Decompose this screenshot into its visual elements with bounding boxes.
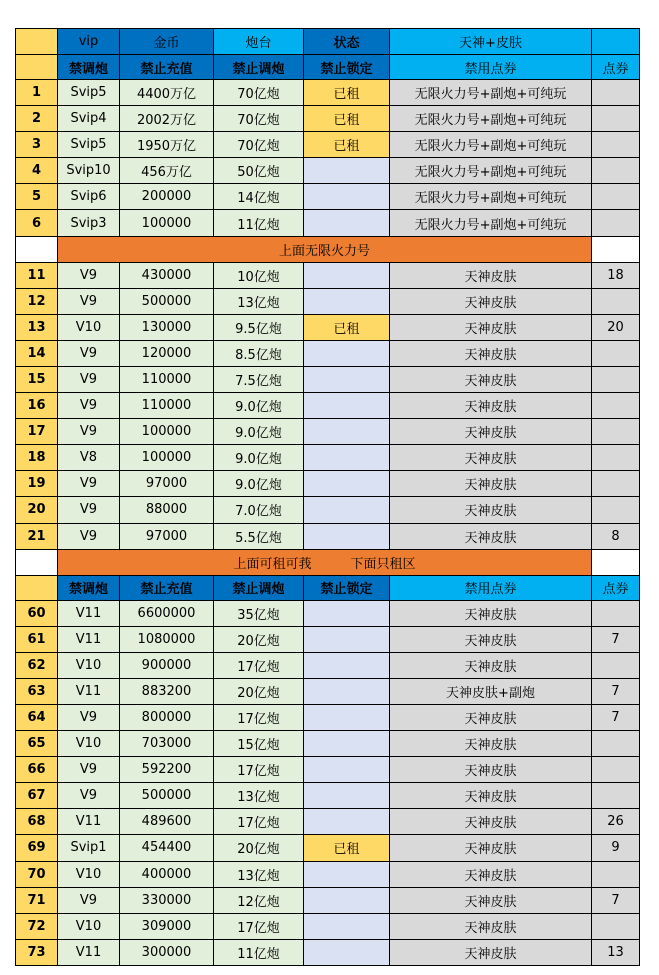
points-cell — [592, 393, 640, 419]
cannon-cell: 7.0亿炮 — [214, 497, 304, 523]
band-label: 上面无限火力号 — [58, 236, 592, 262]
status-cell: 已租 — [304, 835, 390, 861]
header-skin: 天神+皮肤 — [390, 29, 592, 55]
points-cell — [592, 783, 640, 809]
points-cell — [592, 288, 640, 314]
row-index: 69 — [16, 835, 58, 861]
header2-corner — [16, 55, 58, 80]
skin-cell: 天神皮肤 — [390, 861, 592, 887]
header2-cannon: 禁止调炮 — [214, 55, 304, 80]
table-row — [16, 445, 640, 471]
vip-cell: V9 — [58, 523, 120, 549]
row-index: 11 — [16, 262, 58, 288]
cannon-cell: 9.0亿炮 — [214, 419, 304, 445]
vip-cell: V11 — [58, 678, 120, 704]
table-row — [16, 757, 640, 783]
row-index: 73 — [16, 939, 58, 965]
row-index: 13 — [16, 314, 58, 340]
points-cell — [592, 80, 640, 106]
status-cell: 已租 — [304, 314, 390, 340]
gold-cell: 309000 — [120, 913, 214, 939]
header2-skin: 禁用点券 — [390, 55, 592, 80]
vip-cell: V8 — [58, 445, 120, 471]
points-cell: 7 — [592, 887, 640, 913]
cannon-cell: 70亿炮 — [214, 132, 304, 158]
points-cell: 26 — [592, 809, 640, 835]
status-cell — [304, 600, 390, 626]
vip-cell: V9 — [58, 393, 120, 419]
cannon-cell: 15亿炮 — [214, 731, 304, 757]
cannon-cell: 9.5亿炮 — [214, 314, 304, 340]
skin-cell: 天神皮肤 — [390, 393, 592, 419]
cannon-cell: 7.5亿炮 — [214, 366, 304, 392]
cannon-cell: 20亿炮 — [214, 835, 304, 861]
gold-cell: 130000 — [120, 314, 214, 340]
vip-cell: V11 — [58, 626, 120, 652]
table-row — [16, 497, 640, 523]
header-gold: 金币 — [120, 29, 214, 55]
vip-cell: V9 — [58, 757, 120, 783]
header-row-1 — [16, 29, 640, 55]
table-row — [16, 132, 640, 158]
table-row — [16, 731, 640, 757]
header2-vip: 禁调炮 — [58, 55, 120, 80]
table-row — [16, 939, 640, 965]
status-cell — [304, 523, 390, 549]
table-row — [16, 678, 640, 704]
status-cell — [304, 731, 390, 757]
cannon-cell: 17亿炮 — [214, 652, 304, 678]
row-index: 64 — [16, 704, 58, 730]
row-index: 16 — [16, 393, 58, 419]
status-cell — [304, 471, 390, 497]
points-cell — [592, 471, 640, 497]
points-cell: 7 — [592, 704, 640, 730]
gold-cell: 110000 — [120, 366, 214, 392]
gold-cell: 454400 — [120, 835, 214, 861]
cannon-cell: 13亿炮 — [214, 288, 304, 314]
vip-cell: Svip1 — [58, 835, 120, 861]
row-index: 2 — [16, 106, 58, 132]
row-index: 62 — [16, 652, 58, 678]
cannon-cell: 9.0亿炮 — [214, 471, 304, 497]
gold-cell: 592200 — [120, 757, 214, 783]
table-row — [16, 704, 640, 730]
cannon-cell: 11亿炮 — [214, 939, 304, 965]
vip-cell: V9 — [58, 262, 120, 288]
skin-cell: 天神皮肤 — [390, 809, 592, 835]
row-index: 63 — [16, 678, 58, 704]
cannon-cell: 10亿炮 — [214, 262, 304, 288]
points-cell — [592, 158, 640, 184]
band-blank-right — [592, 236, 640, 262]
skin-cell: 天神皮肤 — [390, 471, 592, 497]
vip-cell: Svip10 — [58, 158, 120, 184]
table-row — [16, 314, 640, 340]
status-cell — [304, 626, 390, 652]
mid-header-status: 禁止锁定 — [304, 575, 390, 600]
table-row — [16, 419, 640, 445]
gold-cell: 6600000 — [120, 600, 214, 626]
table-row — [16, 158, 640, 184]
skin-cell: 天神皮肤 — [390, 704, 592, 730]
cannon-cell: 20亿炮 — [214, 626, 304, 652]
points-cell — [592, 419, 640, 445]
row-index: 6 — [16, 210, 58, 236]
row-index: 65 — [16, 731, 58, 757]
gold-cell: 500000 — [120, 783, 214, 809]
skin-cell: 无限火力号+副炮+可纯玩 — [390, 184, 592, 210]
skin-cell: 无限火力号+副炮+可纯玩 — [390, 106, 592, 132]
points-cell — [592, 445, 640, 471]
gold-cell: 900000 — [120, 652, 214, 678]
gold-cell: 97000 — [120, 471, 214, 497]
header-row-mid — [16, 575, 640, 600]
band-blank-right — [592, 549, 640, 575]
mid-header-points: 点券 — [592, 575, 640, 600]
status-cell: 已租 — [304, 132, 390, 158]
cannon-cell: 20亿炮 — [214, 678, 304, 704]
cannon-cell: 70亿炮 — [214, 80, 304, 106]
skin-cell: 天神皮肤 — [390, 731, 592, 757]
cannon-cell: 13亿炮 — [214, 861, 304, 887]
cannon-cell: 9.0亿炮 — [214, 393, 304, 419]
vip-cell: V10 — [58, 913, 120, 939]
header-points-blank — [592, 29, 640, 55]
vip-cell: V10 — [58, 652, 120, 678]
table-row — [16, 106, 640, 132]
header-vip: vip — [58, 29, 120, 55]
table-row — [16, 471, 640, 497]
header2-status: 禁止锁定 — [304, 55, 390, 80]
gold-cell: 300000 — [120, 939, 214, 965]
points-cell — [592, 366, 640, 392]
vip-cell: V11 — [58, 809, 120, 835]
row-index: 21 — [16, 523, 58, 549]
row-index: 72 — [16, 913, 58, 939]
skin-cell: 天神皮肤 — [390, 913, 592, 939]
table-row — [16, 210, 640, 236]
gold-cell: 883200 — [120, 678, 214, 704]
vip-cell: V9 — [58, 887, 120, 913]
band-blank-left — [16, 236, 58, 262]
gold-cell: 97000 — [120, 523, 214, 549]
points-cell — [592, 652, 640, 678]
cannon-cell: 17亿炮 — [214, 757, 304, 783]
status-cell — [304, 184, 390, 210]
points-cell — [592, 913, 640, 939]
vip-cell: V9 — [58, 340, 120, 366]
vip-cell: V9 — [58, 419, 120, 445]
table-row — [16, 835, 640, 861]
vip-cell: V9 — [58, 288, 120, 314]
points-cell — [592, 600, 640, 626]
status-cell: 已租 — [304, 80, 390, 106]
skin-cell: 天神皮肤 — [390, 340, 592, 366]
skin-cell: 无限火力号+副炮+可纯玩 — [390, 80, 592, 106]
gold-cell: 100000 — [120, 445, 214, 471]
mid-header-corner — [16, 575, 58, 600]
row-index: 5 — [16, 184, 58, 210]
gold-cell: 2002万亿 — [120, 106, 214, 132]
vip-cell: V10 — [58, 731, 120, 757]
status-cell — [304, 861, 390, 887]
row-index: 12 — [16, 288, 58, 314]
gold-cell: 430000 — [120, 262, 214, 288]
skin-cell: 天神皮肤 — [390, 626, 592, 652]
table-row — [16, 262, 640, 288]
cannon-cell: 11亿炮 — [214, 210, 304, 236]
band-rent-sell — [16, 549, 640, 575]
mid-header-gold: 禁止充值 — [120, 575, 214, 600]
points-cell — [592, 106, 640, 132]
table-row — [16, 184, 640, 210]
vip-cell: Svip5 — [58, 132, 120, 158]
vip-cell: V9 — [58, 783, 120, 809]
gold-cell: 800000 — [120, 704, 214, 730]
band-blank-left — [16, 549, 58, 575]
skin-cell: 天神皮肤 — [390, 939, 592, 965]
row-index: 61 — [16, 626, 58, 652]
row-index: 68 — [16, 809, 58, 835]
status-cell — [304, 678, 390, 704]
points-cell — [592, 184, 640, 210]
vip-cell: V10 — [58, 861, 120, 887]
status-cell — [304, 158, 390, 184]
points-cell — [592, 340, 640, 366]
gold-cell: 100000 — [120, 419, 214, 445]
points-cell: 20 — [592, 314, 640, 340]
vip-cell: V9 — [58, 497, 120, 523]
status-cell — [304, 704, 390, 730]
header2-points: 点券 — [592, 55, 640, 80]
table-row — [16, 523, 640, 549]
points-cell: 9 — [592, 835, 640, 861]
row-index: 4 — [16, 158, 58, 184]
gold-cell: 88000 — [120, 497, 214, 523]
cannon-cell: 17亿炮 — [214, 809, 304, 835]
table-row — [16, 809, 640, 835]
cannon-cell: 70亿炮 — [214, 106, 304, 132]
gold-cell: 120000 — [120, 340, 214, 366]
cannon-cell: 17亿炮 — [214, 704, 304, 730]
points-cell — [592, 731, 640, 757]
gold-cell: 489600 — [120, 809, 214, 835]
skin-cell: 无限火力号+副炮+可纯玩 — [390, 210, 592, 236]
points-cell — [592, 497, 640, 523]
skin-cell: 天神皮肤 — [390, 835, 592, 861]
cannon-cell: 14亿炮 — [214, 184, 304, 210]
skin-cell: 天神皮肤 — [390, 445, 592, 471]
gold-cell: 400000 — [120, 861, 214, 887]
gold-cell: 703000 — [120, 731, 214, 757]
skin-cell: 无限火力号+副炮+可纯玩 — [390, 132, 592, 158]
cannon-cell: 9.0亿炮 — [214, 445, 304, 471]
cannon-cell: 8.5亿炮 — [214, 340, 304, 366]
skin-cell: 天神皮肤 — [390, 887, 592, 913]
vip-cell: V9 — [58, 704, 120, 730]
gold-cell: 456万亿 — [120, 158, 214, 184]
status-cell — [304, 497, 390, 523]
skin-cell: 天神皮肤+副炮 — [390, 678, 592, 704]
row-index: 14 — [16, 340, 58, 366]
points-cell: 7 — [592, 626, 640, 652]
header-corner — [16, 29, 58, 55]
gold-cell: 1950万亿 — [120, 132, 214, 158]
vip-cell: Svip3 — [58, 210, 120, 236]
row-index: 19 — [16, 471, 58, 497]
vip-cell: Svip5 — [58, 80, 120, 106]
table-row — [16, 366, 640, 392]
table-row — [16, 288, 640, 314]
row-index: 66 — [16, 757, 58, 783]
table-row — [16, 913, 640, 939]
status-cell — [304, 445, 390, 471]
row-index: 18 — [16, 445, 58, 471]
status-cell: 已租 — [304, 106, 390, 132]
status-cell — [304, 913, 390, 939]
skin-cell: 天神皮肤 — [390, 783, 592, 809]
gold-cell: 500000 — [120, 288, 214, 314]
skin-cell: 天神皮肤 — [390, 288, 592, 314]
status-cell — [304, 340, 390, 366]
points-cell — [592, 132, 640, 158]
points-cell — [592, 757, 640, 783]
header2-gold: 禁止充值 — [120, 55, 214, 80]
row-index: 17 — [16, 419, 58, 445]
table-row — [16, 652, 640, 678]
mid-header-vip: 禁调炮 — [58, 575, 120, 600]
gold-cell: 110000 — [120, 393, 214, 419]
status-cell — [304, 288, 390, 314]
skin-cell: 天神皮肤 — [390, 523, 592, 549]
account-table — [15, 28, 640, 966]
gold-cell: 100000 — [120, 210, 214, 236]
table-row — [16, 626, 640, 652]
vip-cell: Svip6 — [58, 184, 120, 210]
band-unlimited — [16, 236, 640, 262]
cannon-cell: 5.5亿炮 — [214, 523, 304, 549]
status-cell — [304, 939, 390, 965]
cannon-cell: 13亿炮 — [214, 783, 304, 809]
vip-cell: V10 — [58, 314, 120, 340]
band-label: 上面可租可莪 下面只租区 — [58, 549, 592, 575]
table-row — [16, 393, 640, 419]
row-index: 1 — [16, 80, 58, 106]
table-row — [16, 340, 640, 366]
vip-cell: V9 — [58, 471, 120, 497]
vip-cell: V9 — [58, 366, 120, 392]
row-index: 70 — [16, 861, 58, 887]
cannon-cell: 50亿炮 — [214, 158, 304, 184]
points-cell — [592, 861, 640, 887]
status-cell — [304, 783, 390, 809]
header-status: 状态 — [304, 29, 390, 55]
status-cell — [304, 262, 390, 288]
table-row — [16, 861, 640, 887]
skin-cell: 天神皮肤 — [390, 497, 592, 523]
skin-cell: 天神皮肤 — [390, 366, 592, 392]
status-cell — [304, 809, 390, 835]
status-cell — [304, 366, 390, 392]
status-cell — [304, 419, 390, 445]
status-cell — [304, 757, 390, 783]
skin-cell: 天神皮肤 — [390, 600, 592, 626]
gold-cell: 1080000 — [120, 626, 214, 652]
row-index: 15 — [16, 366, 58, 392]
skin-cell: 天神皮肤 — [390, 314, 592, 340]
gold-cell: 200000 — [120, 184, 214, 210]
skin-cell: 天神皮肤 — [390, 652, 592, 678]
cannon-cell: 35亿炮 — [214, 600, 304, 626]
cannon-cell: 17亿炮 — [214, 913, 304, 939]
row-index: 20 — [16, 497, 58, 523]
status-cell — [304, 887, 390, 913]
skin-cell: 天神皮肤 — [390, 419, 592, 445]
points-cell: 13 — [592, 939, 640, 965]
skin-cell: 无限火力号+副炮+可纯玩 — [390, 158, 592, 184]
points-cell: 7 — [592, 678, 640, 704]
table-row — [16, 80, 640, 106]
table-row — [16, 887, 640, 913]
status-cell — [304, 393, 390, 419]
mid-header-skin: 禁用点券 — [390, 575, 592, 600]
row-index: 60 — [16, 600, 58, 626]
mid-header-cannon: 禁止调炮 — [214, 575, 304, 600]
gold-cell: 330000 — [120, 887, 214, 913]
points-cell: 18 — [592, 262, 640, 288]
table-row — [16, 600, 640, 626]
row-index: 3 — [16, 132, 58, 158]
vip-cell: Svip4 — [58, 106, 120, 132]
cannon-cell: 12亿炮 — [214, 887, 304, 913]
gold-cell: 4400万亿 — [120, 80, 214, 106]
row-index: 71 — [16, 887, 58, 913]
header-cannon: 炮台 — [214, 29, 304, 55]
skin-cell: 天神皮肤 — [390, 262, 592, 288]
status-cell — [304, 210, 390, 236]
vip-cell: V11 — [58, 939, 120, 965]
points-cell — [592, 210, 640, 236]
vip-cell: V11 — [58, 600, 120, 626]
skin-cell: 天神皮肤 — [390, 757, 592, 783]
status-cell — [304, 652, 390, 678]
points-cell: 8 — [592, 523, 640, 549]
table-row — [16, 783, 640, 809]
header-row-2 — [16, 55, 640, 80]
row-index: 67 — [16, 783, 58, 809]
